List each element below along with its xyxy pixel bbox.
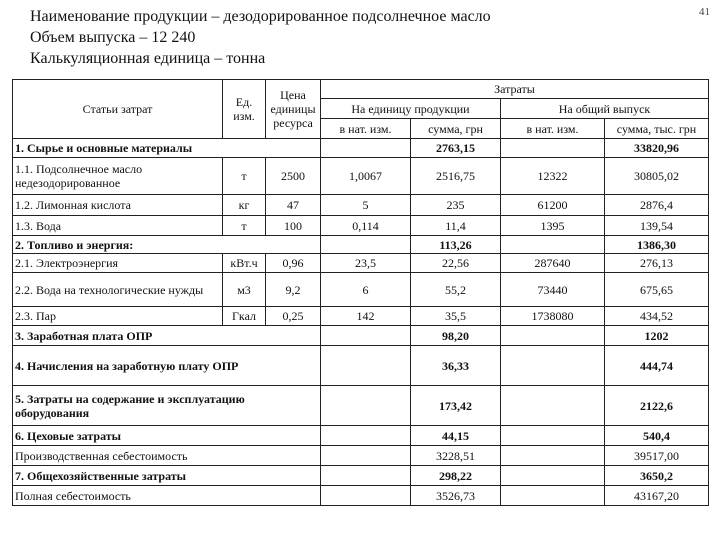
row-nat-total: 61200 [501, 195, 605, 216]
row-name: 3. Заработная плата ОПР [13, 326, 321, 346]
table-row [13, 195, 709, 216]
row-name: 1. Сырье и основные материалы [13, 139, 321, 158]
row-nat: 142 [321, 307, 411, 326]
row-nat: 1,0067 [321, 158, 411, 195]
row-name: 2. Топливо и энергия: [13, 236, 321, 254]
row-total: 39517,00 [605, 446, 709, 466]
row-sum: 2516,75 [411, 158, 501, 195]
row-total: 2876,4 [605, 195, 709, 216]
row-nat-total: 287640 [501, 254, 605, 273]
table-row [13, 386, 709, 426]
row-price: 47 [266, 195, 321, 216]
table-row [13, 216, 709, 236]
row-nat: 5 [321, 195, 411, 216]
header-nat-total: в нат. изм. [501, 119, 605, 139]
row-unit: Гкал [223, 307, 266, 326]
row-total: 276,13 [605, 254, 709, 273]
row-sum: 3228,51 [411, 446, 501, 466]
header-sum-uah: сумма, грн [411, 119, 501, 139]
cost-calculation-table [12, 79, 709, 506]
row-total: 43167,20 [605, 486, 709, 506]
table-row [13, 273, 709, 307]
row-nat-total: 1395 [501, 216, 605, 236]
row-name: 1.3. Вода [13, 216, 223, 236]
row-total: 139,54 [605, 216, 709, 236]
row-name: 7. Общехозяйственные затраты [13, 466, 321, 486]
row-nat-total: 73440 [501, 273, 605, 307]
row-unit: т [223, 216, 266, 236]
row-unit: кВт.ч [223, 254, 266, 273]
row-nat: 6 [321, 273, 411, 307]
row-name: Производственная себестоимость [13, 446, 321, 466]
row-name: 6. Цеховые затраты [13, 426, 321, 446]
row-sum: 173,42 [411, 386, 501, 426]
row-sum: 36,33 [411, 346, 501, 386]
output-volume-line: Объем выпуска – 12 240 [30, 29, 196, 46]
table-row [13, 236, 709, 254]
row-total: 1202 [605, 326, 709, 346]
row-sum: 2763,15 [411, 139, 501, 158]
row-sum: 55,2 [411, 273, 501, 307]
row-total: 540,4 [605, 426, 709, 446]
row-name: 1.2. Лимонная кислота [13, 195, 223, 216]
row-unit: м3 [223, 273, 266, 307]
table-row [13, 466, 709, 486]
row-sum: 298,22 [411, 466, 501, 486]
header-articles: Статьи затрат [13, 80, 223, 139]
row-nat: 0,114 [321, 216, 411, 236]
table-row [13, 139, 709, 158]
header-price: Цена единицы ресурса [266, 80, 321, 139]
table-row [13, 326, 709, 346]
product-name-line: Наименование продукции – дезодорированное подсолнечное масло [30, 8, 491, 25]
row-total: 675,65 [605, 273, 709, 307]
header-costs: Затраты [321, 80, 709, 99]
row-nat-total: 1738080 [501, 307, 605, 326]
row-total: 434,52 [605, 307, 709, 326]
table-row [13, 254, 709, 273]
table-row [13, 158, 709, 195]
header-nat-unit: в нат. изм. [321, 119, 411, 139]
table-row [13, 486, 709, 506]
row-name: 2.1. Электроэнергия [13, 254, 223, 273]
row-nat-total: 12322 [501, 158, 605, 195]
row-sum: 22,56 [411, 254, 501, 273]
row-total: 3650,2 [605, 466, 709, 486]
header-total-output: На общий выпуск [501, 99, 709, 119]
row-sum: 35,5 [411, 307, 501, 326]
row-total: 30805,02 [605, 158, 709, 195]
header-row-1 [13, 80, 709, 99]
row-price: 9,2 [266, 273, 321, 307]
row-unit: т [223, 158, 266, 195]
header-per-unit: На единицу продукции [321, 99, 501, 119]
row-sum: 98,20 [411, 326, 501, 346]
page-number: 41 [699, 6, 710, 18]
row-sum: 44,15 [411, 426, 501, 446]
table-row [13, 307, 709, 326]
row-sum: 11,4 [411, 216, 501, 236]
row-unit: кг [223, 195, 266, 216]
row-nat: 23,5 [321, 254, 411, 273]
row-name: 1.1. Подсолнечное масло недезодорированное [13, 158, 223, 195]
row-name: 4. Начисления на заработную плату ОПР [13, 346, 321, 386]
table-row [13, 346, 709, 386]
costing-unit-line: Калькуляционная единица – тонна [30, 50, 266, 67]
row-name: Полная себестоимость [13, 486, 321, 506]
document-header [30, 6, 491, 69]
header-unit: Ед. изм. [223, 80, 266, 139]
row-sum: 3526,73 [411, 486, 501, 506]
table-row [13, 426, 709, 446]
row-name: 2.3. Пар [13, 307, 223, 326]
row-sum: 113,26 [411, 236, 501, 254]
row-price: 0,25 [266, 307, 321, 326]
row-price: 2500 [266, 158, 321, 195]
row-total: 444,74 [605, 346, 709, 386]
row-total: 2122,6 [605, 386, 709, 426]
row-name: 2.2. Вода на технологические нужды [13, 273, 223, 307]
row-total: 1386,30 [605, 236, 709, 254]
row-sum: 235 [411, 195, 501, 216]
row-name: 5. Затраты на содержание и эксплуатацию оборудования [13, 386, 321, 426]
table-row [13, 446, 709, 466]
row-total: 33820,96 [605, 139, 709, 158]
row-price: 0,96 [266, 254, 321, 273]
header-sum-thousand: сумма, тыс. грн [605, 119, 709, 139]
row-price: 100 [266, 216, 321, 236]
